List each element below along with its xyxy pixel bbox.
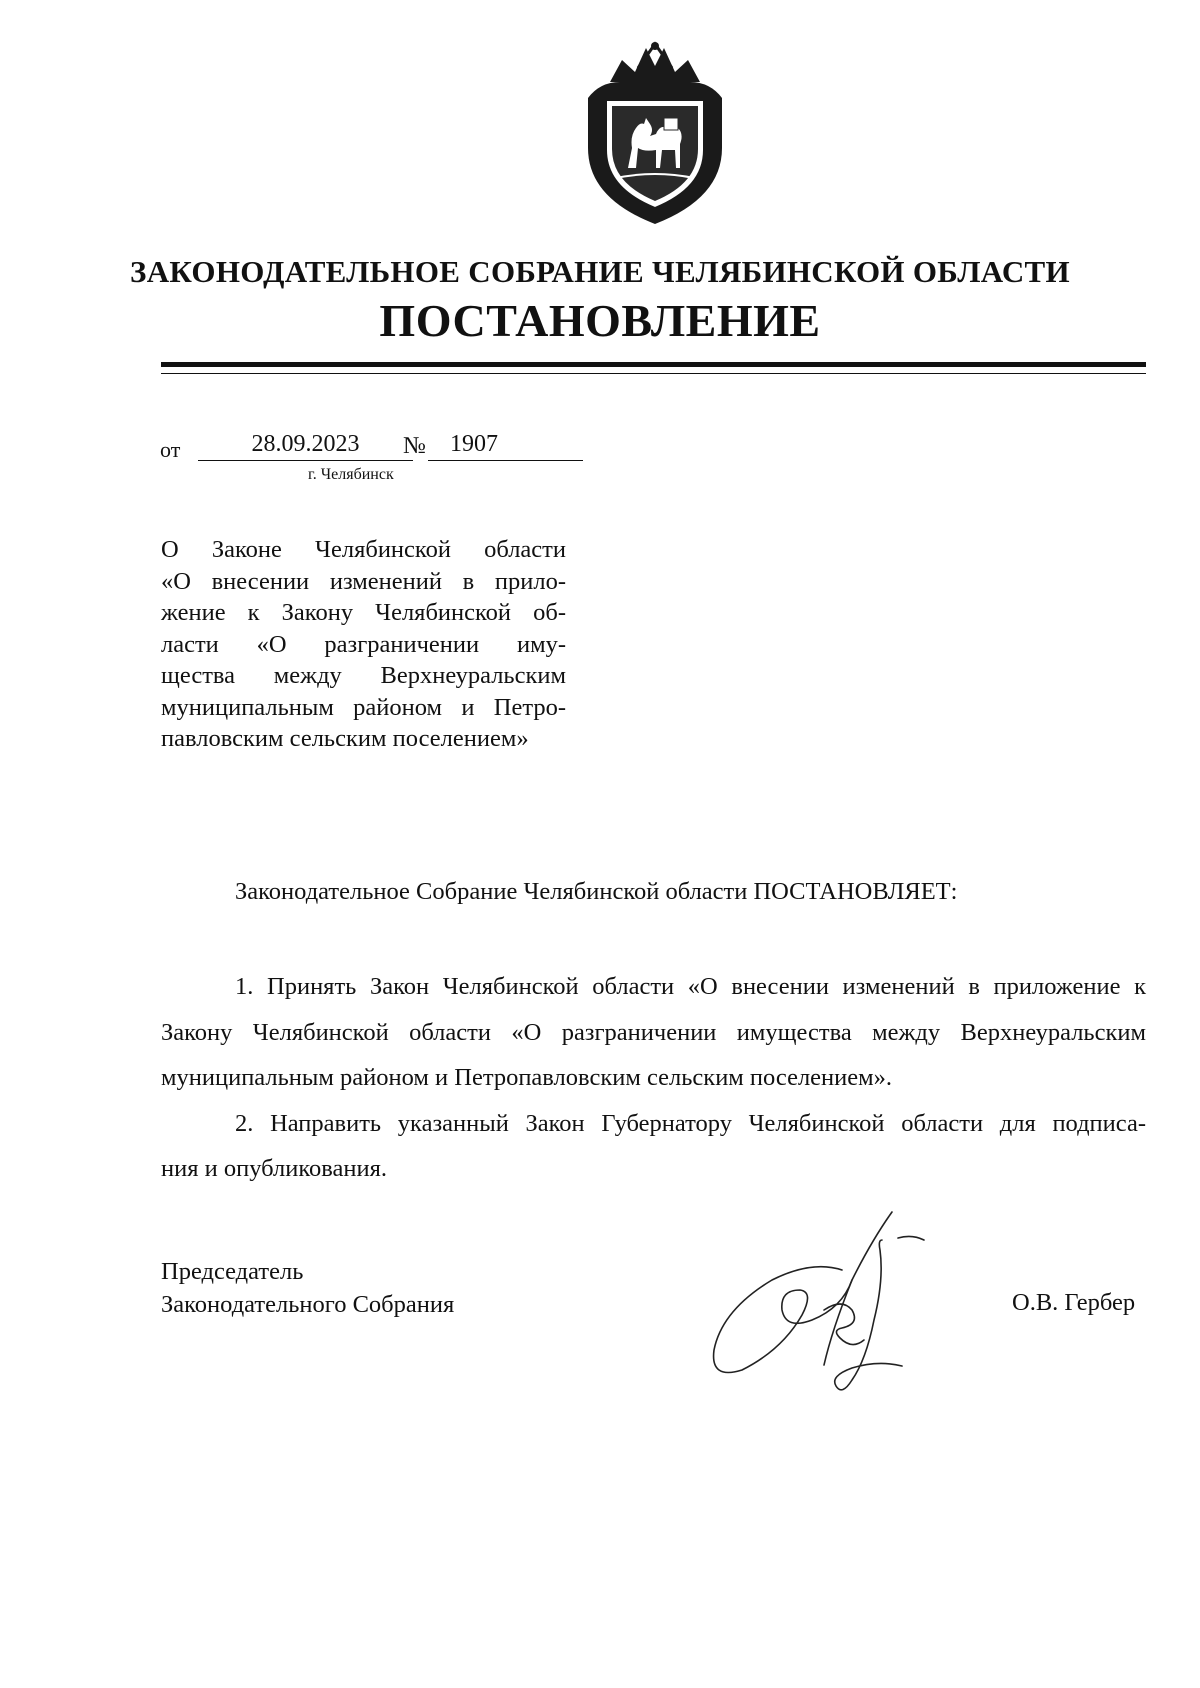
subject-line: «О внесении изменений в прило- — [161, 567, 566, 595]
subject-line: ласти «О разграничении иму- — [161, 630, 566, 658]
date-prefix: от — [160, 437, 181, 462]
resolution-item-2 — [161, 1101, 1146, 1192]
subject-line: жение к Закону Челябинской об- — [161, 599, 566, 626]
resolution-body — [161, 964, 1146, 1192]
document-type-title: ПОСТАНОВЛЕНИЕ — [379, 295, 821, 346]
signer-position — [161, 1255, 454, 1321]
subject-line: щества между Верхнеуральским — [161, 662, 566, 689]
coat-of-arms-icon — [580, 38, 730, 228]
document-date: 28.09.2023 — [198, 431, 413, 461]
organization-name: ЗАКОНОДАТЕЛЬНОЕ СОБРАНИЕ ЧЕЛЯБИНСКОЙ ОБЛАСТИ — [130, 254, 1070, 289]
item-line: ния и опубликования. — [161, 1155, 387, 1182]
document-subject — [161, 534, 566, 755]
item-line: 1. Принять Закон Челябинской области «О внесении изменений в приложение к — [235, 973, 1146, 1000]
subject-line: О Законе Челябинской области — [161, 536, 566, 563]
document-number: 1907 — [428, 431, 583, 461]
signer-position-line: Законодательного Собрания — [161, 1291, 455, 1318]
header-divider-thick — [161, 362, 1146, 367]
number-sign: № — [403, 433, 426, 459]
subject-line: павловским сельским поселением» — [161, 725, 529, 752]
resolution-preamble: Законодательное Собрание Челябинской области ПОСТАНОВЛЯЕТ: — [235, 878, 958, 905]
resolution-item-1 — [161, 964, 1146, 1101]
item-line: муниципальным районом и Петропавловским сельским поселением». — [161, 1064, 893, 1091]
header-divider-thin — [161, 373, 1146, 374]
handwritten-signature-icon — [702, 1200, 972, 1400]
signer-position-line: Председатель — [161, 1258, 304, 1285]
signer-name: О.В. Гербер — [1012, 1289, 1136, 1316]
item-line: Закону Челябинской области «О разграничении имущества между Верхнеуральским — [161, 1018, 1146, 1046]
issue-city: г. Челябинск — [308, 466, 394, 483]
item-line: 2. Направить указанный Закон Губернатору Челябинской области для подписа- — [235, 1109, 1146, 1137]
subject-line: муниципальным районом и Петро- — [161, 693, 566, 721]
